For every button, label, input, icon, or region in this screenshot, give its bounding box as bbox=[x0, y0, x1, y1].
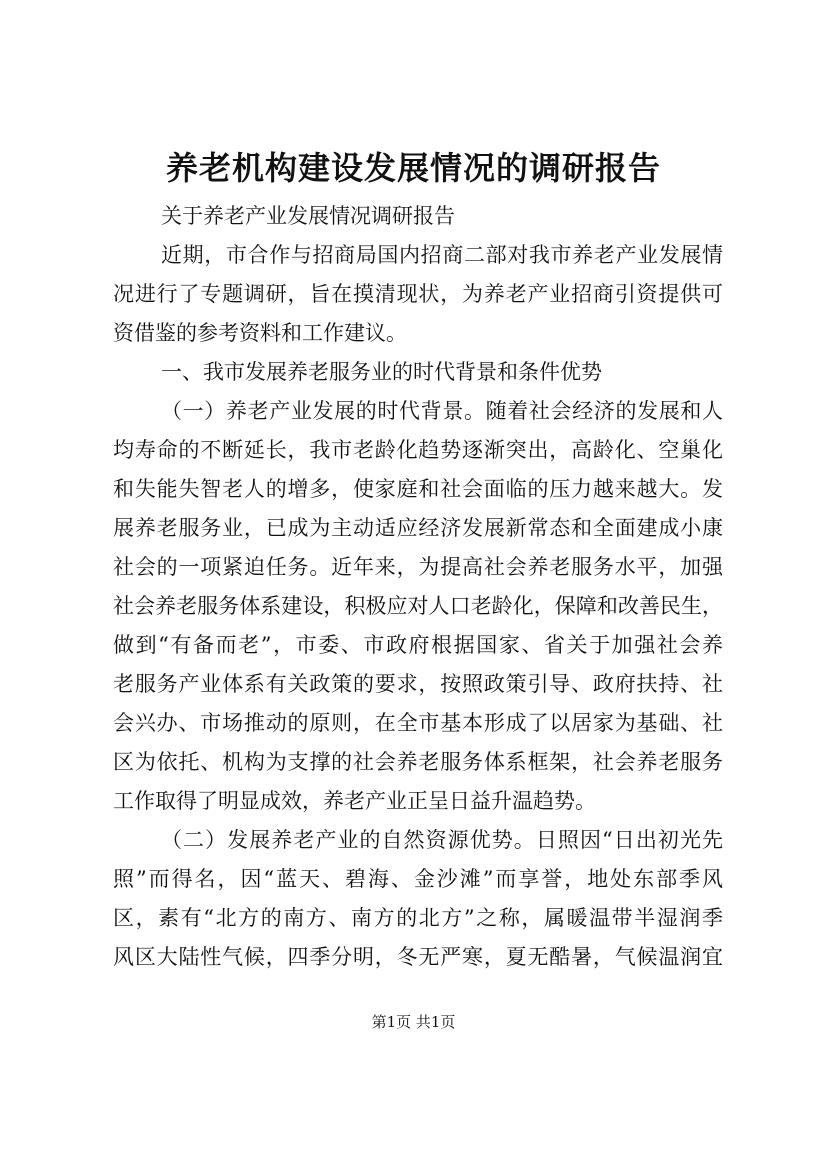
paragraph-line: 工作取得了明显成效，养老产业正呈日益升温趋势。 bbox=[113, 789, 596, 813]
paragraph-line: （一）养老产业发展的时代背景。随着社会经济的发展和人 bbox=[161, 399, 723, 423]
paragraph-line: 资借鉴的参考资料和工作建议。 bbox=[113, 321, 407, 345]
paragraph-line: 况进行了专题调研，旨在摸清现状，为养老产业招商引资提供可 bbox=[113, 282, 723, 306]
paragraph-line: 展养老服务业，已成为主动适应经济发展新常态和全面建成小康 bbox=[113, 516, 723, 540]
paragraph-line: 近期，市合作与招商局国内招商二部对我市养老产业发展情 bbox=[161, 243, 723, 267]
paragraph-line: 老服务产业体系有关政策的要求，按照政策引导、政府扶持、社 bbox=[113, 672, 723, 696]
subtitle-line: 关于养老产业发展情况调研报告 bbox=[161, 204, 455, 228]
paragraph-line: 社会养老服务体系建设，积极应对人口老龄化，保障和改善民生， bbox=[113, 594, 723, 618]
section-heading: 一、我市发展养老服务业的时代背景和条件优势 bbox=[161, 360, 602, 384]
paragraph-line: 照”而得名，因“蓝天、碧海、金沙滩”而享誉，地处东部季风 bbox=[113, 867, 723, 891]
paragraph-line: 做到“有备而老”，市委、市政府根据国家、省关于加强社会养 bbox=[113, 633, 723, 657]
paragraph-line: 会兴办、市场推动的原则，在全市基本形成了以居家为基础、社 bbox=[113, 711, 723, 735]
paragraph-line: 区为依托、机构为支撑的社会养老服务体系框架，社会养老服务 bbox=[113, 750, 723, 774]
document-body bbox=[113, 197, 723, 977]
paragraph-line: 和失能失智老人的增多，使家庭和社会面临的压力越来越大。发 bbox=[113, 477, 723, 501]
page-number-footer: 第1页 共1页 bbox=[371, 1013, 456, 1031]
paragraph-line: 风区大陆性气候，四季分明，冬无严寒，夏无酷暑，气候温润宜 bbox=[113, 945, 723, 969]
document-title: 养老机构建设发展情况的调研报告 bbox=[165, 149, 661, 187]
paragraph-line: 区，素有“北方的南方、南方的北方”之称，属暖温带半湿润季 bbox=[113, 906, 723, 930]
paragraph-line: 均寿命的不断延长，我市老龄化趋势逐渐突出，高龄化、空巢化 bbox=[113, 438, 723, 462]
paragraph-line: （二）发展养老产业的自然资源优势。日照因“日出初光先 bbox=[161, 828, 723, 852]
paragraph-line: 社会的一项紧迫任务。近年来，为提高社会养老服务水平，加强 bbox=[113, 555, 723, 579]
